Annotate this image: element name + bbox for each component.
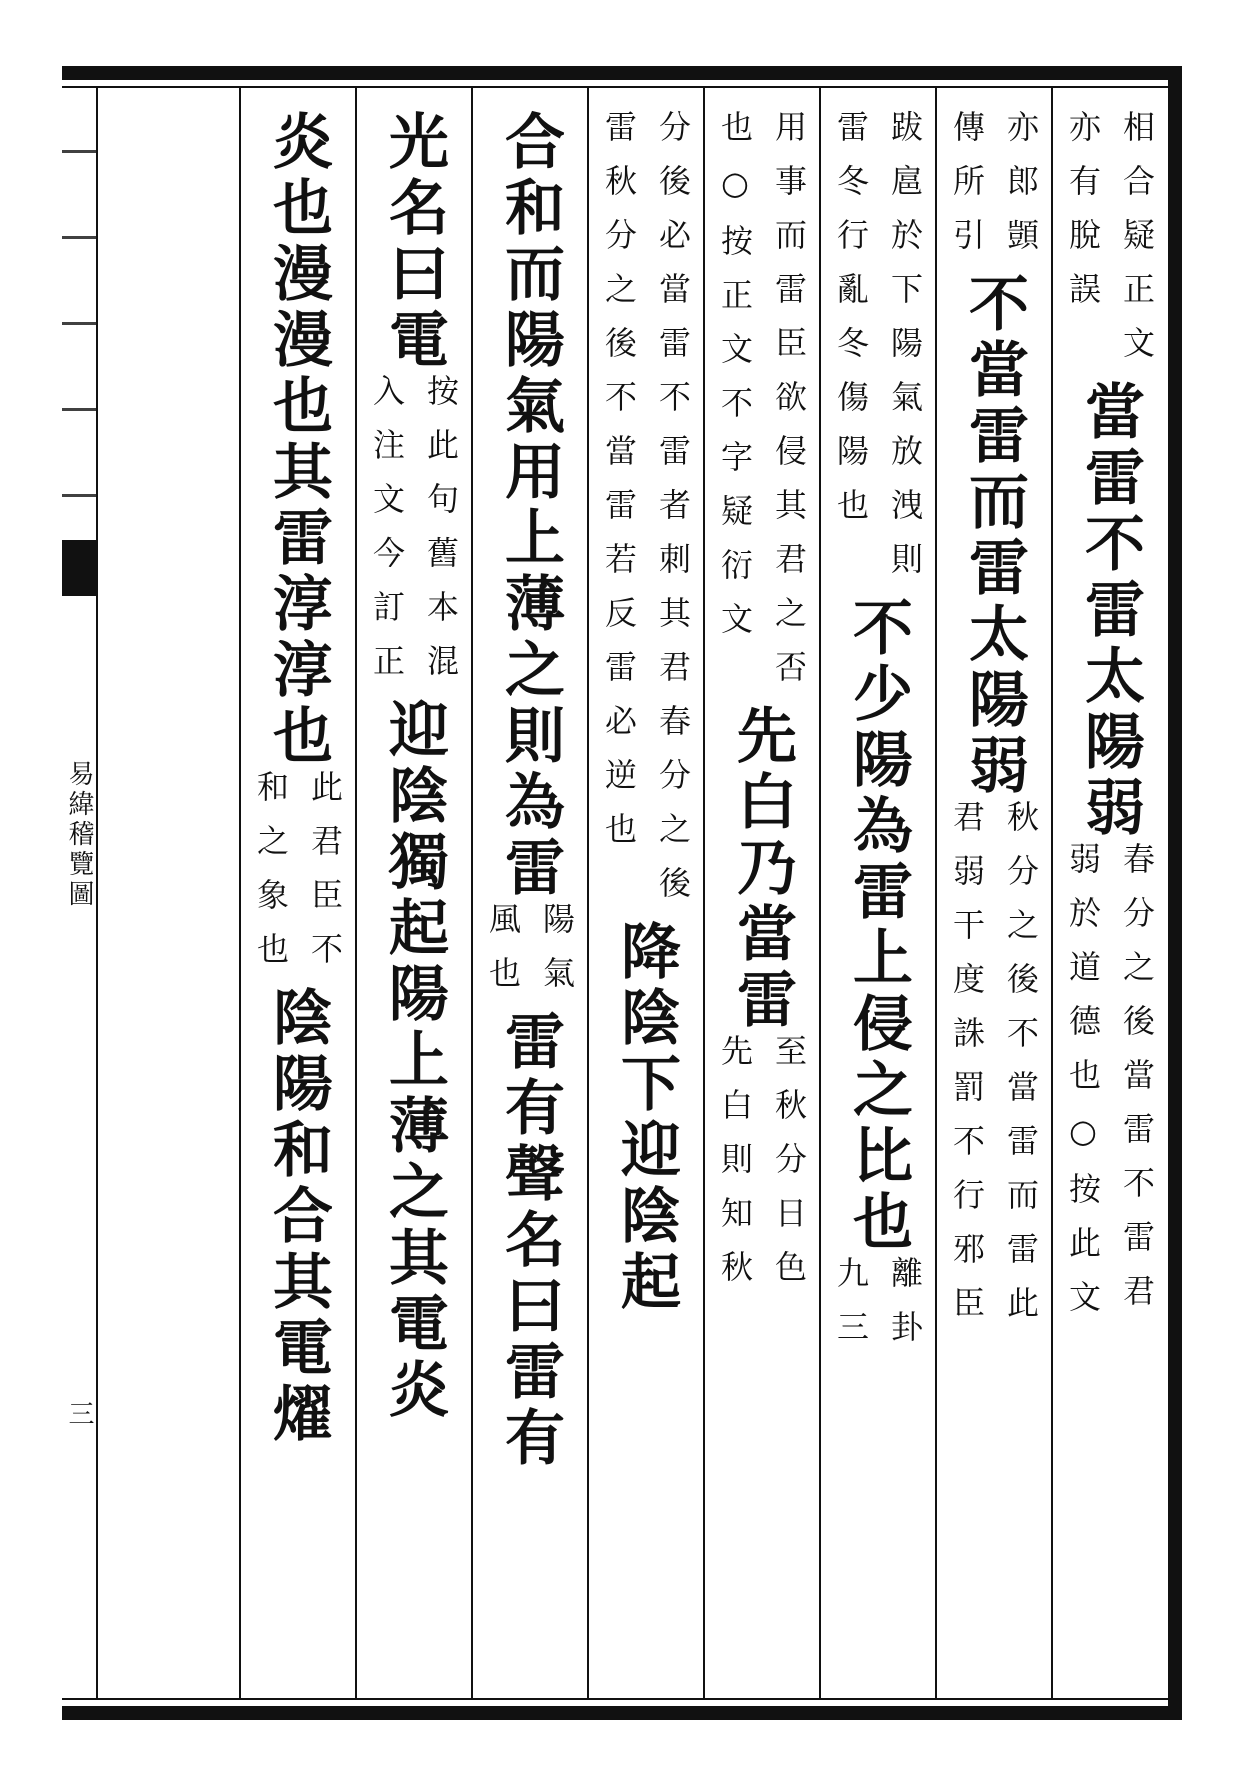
annotation-line: 風也 <box>484 902 522 1010</box>
annotation-pair <box>949 800 1039 1340</box>
annotation-pair <box>833 110 923 596</box>
annotation-line: 九三 <box>832 1256 870 1364</box>
annotation-line: 君弱干度誅罰不行邪臣 <box>948 800 986 1340</box>
annotation-line: 此君臣不 <box>306 770 344 986</box>
annotation-line: 和之象也 <box>252 770 290 986</box>
main-text: 不少陽為雷上侵之比也 <box>843 596 913 1256</box>
annotation-line: 秋分之後不當雷而雷此 <box>1002 800 1040 1340</box>
main-text: 炎也漫漫也其雷淳淳也 <box>263 110 333 770</box>
text-column <box>1052 110 1168 1690</box>
page-frame-inner-bottom <box>62 1698 1168 1700</box>
annotation-line: 春分之後當雷不雷君 <box>1118 842 1156 1328</box>
main-text: 不當雷而雷太陽弱 <box>959 272 1029 800</box>
text-column <box>356 110 472 1690</box>
text-column <box>820 110 936 1690</box>
annotation-line: 相合疑正文 <box>1118 110 1156 380</box>
text-column <box>704 110 820 1690</box>
text-column <box>588 110 704 1690</box>
annotation-line: 按此句舊本混 <box>422 374 460 698</box>
annotation-pair <box>369 374 459 698</box>
annotation-pair <box>1065 110 1155 380</box>
annotation-line: 分後必當雷不雷者刺其君春分之後 <box>654 110 692 920</box>
column-rule <box>96 88 98 1698</box>
page-frame-top <box>62 66 1182 80</box>
main-text: 迎陰獨起陽上薄之其電炎 <box>379 698 449 1424</box>
annotation-line: 先白則知秋 <box>716 1034 754 1304</box>
annotation-line: 跋扈於下陽氣放洩則 <box>886 110 924 596</box>
annotation-pair <box>485 902 575 1010</box>
fold-edge-marks <box>62 110 96 530</box>
annotation-pair <box>601 110 691 920</box>
main-text: 雷有聲名曰雷有 <box>495 1010 565 1472</box>
annotation-line: 至秋分日色 <box>770 1034 808 1304</box>
main-text: 降陰下迎陰起 <box>611 920 681 1316</box>
page-frame-right <box>1168 66 1182 1720</box>
main-text: 陰陽和合其電燿 <box>263 986 333 1448</box>
main-text: 合和而陽氣用上薄之則為雷 <box>495 110 565 902</box>
annotation-line: 亦郎顗 <box>1002 110 1040 272</box>
annotation-pair <box>949 110 1039 272</box>
annotation-pair <box>1065 842 1155 1334</box>
annotation-line: 用事而雷臣欲侵其君之否 <box>770 110 808 704</box>
annotation-line: 雷冬行亂冬傷陽也 <box>832 110 870 542</box>
annotation-line: 陽氣 <box>538 902 576 1010</box>
margin-book-title: 易緯稽覽圖 <box>64 760 94 910</box>
main-text: 當雷不雷太陽弱 <box>1075 380 1145 842</box>
annotation-line: 傳所引 <box>948 110 986 272</box>
fish-tail-mark <box>62 540 96 596</box>
annotation-line: 弱於道德也○按此文 <box>1064 842 1102 1334</box>
annotation-pair <box>833 1256 923 1364</box>
main-text: 光名曰電 <box>379 110 449 374</box>
annotation-line: 入注文今訂正 <box>368 374 406 698</box>
annotation-line: 也○按正文不字疑衍文 <box>716 110 754 656</box>
annotation-pair <box>253 770 343 986</box>
annotation-line: 離卦 <box>886 1256 924 1364</box>
text-column <box>936 110 1052 1690</box>
margin-page-number: 三 <box>64 1400 94 1426</box>
main-text: 先白乃當雷 <box>727 704 797 1034</box>
annotation-line: 亦有脫誤 <box>1064 110 1102 326</box>
text-column <box>472 110 588 1690</box>
annotation-line: 雷秋分之後不當雷若反雷必逆也 <box>600 110 638 866</box>
page-frame-bottom <box>62 1706 1182 1720</box>
text-column <box>240 110 356 1690</box>
annotation-pair <box>717 110 807 704</box>
annotation-pair <box>717 1034 807 1304</box>
page-frame-inner-top <box>62 86 1168 88</box>
